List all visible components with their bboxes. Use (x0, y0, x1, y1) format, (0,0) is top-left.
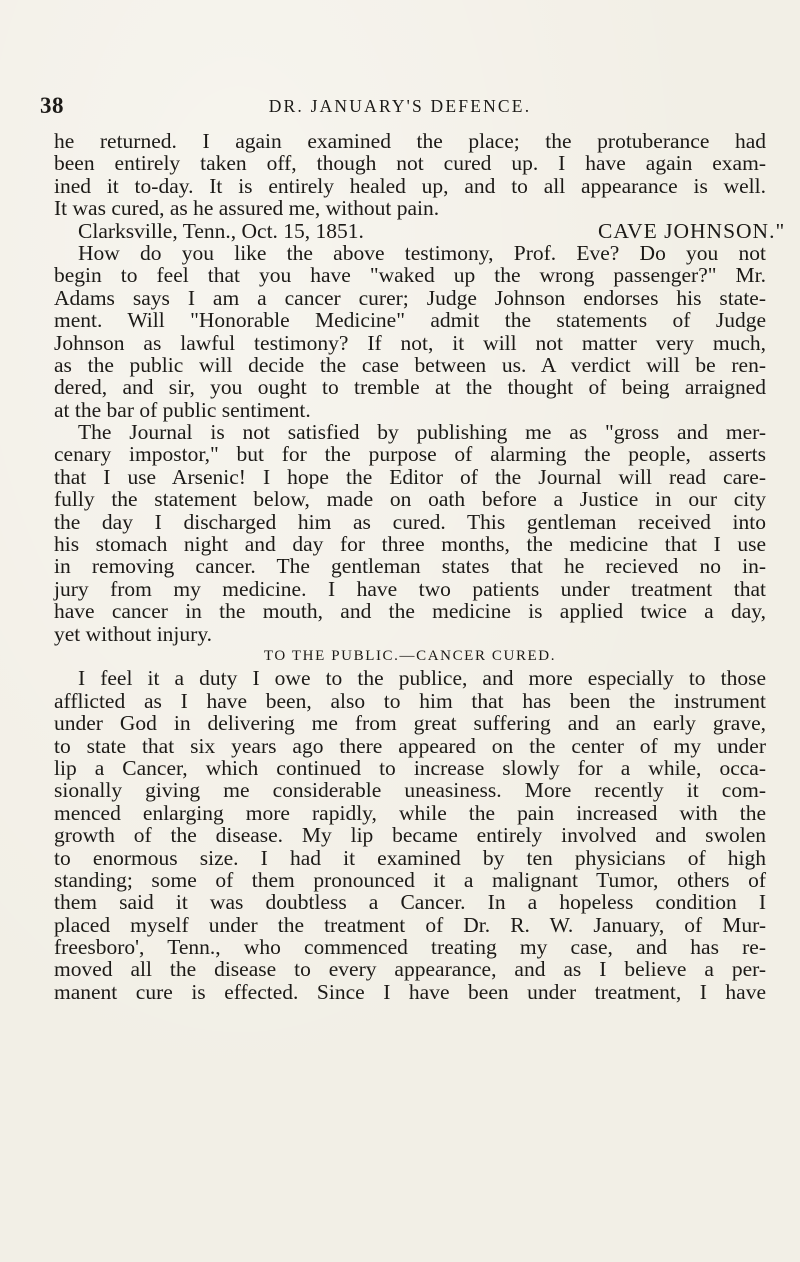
text-line: placed myself under the treatment of Dr. R. W. January, of Mur- (54, 912, 766, 937)
text-line: dered, and sir, you ought to tremble at the thought of being arraigned (54, 375, 766, 400)
text-line: menced enlarging more rapidly, while the pain increased with the (54, 800, 766, 825)
text-line: the day I discharged him as cured. This gentleman received into (54, 509, 766, 534)
text-line: The Journal is not satisfied by publishing me as "gross and mer- (78, 420, 766, 445)
text-line: fully the statement below, made on oath before a Justice in our city (54, 487, 766, 512)
signature-name: CAVE JOHNSON." (598, 218, 786, 243)
text-line: in removing cancer. The gentleman states that he recieved no in- (54, 554, 766, 579)
text-line: to state that six years ago there appeared on the center of my under (54, 733, 766, 758)
text-line: jury from my medicine. I have two patients under treatment that (54, 576, 766, 601)
text-line: Adams says I am a cancer curer; Judge Johnson endorses his state- (54, 285, 766, 310)
text-line: sionally giving me considerable uneasiness. More recently it com- (54, 778, 766, 803)
text-line: he returned. I again examined the place; the protuberance had (54, 129, 766, 153)
text-line: yet without injury. (54, 621, 213, 646)
text-line: his stomach night and day for three months, the medicine that I use (54, 532, 766, 557)
text-line: I feel it a duty I owe to the publice, and more especially to those (78, 666, 766, 691)
text-line: moved all the disease to every appearance, and as I believe a per- (54, 957, 766, 982)
text-line: ment. Will "Honorable Medicine" admit the statements of Judge (54, 308, 766, 333)
text-line: It was cured, as he assured me, without pain. (54, 196, 440, 221)
running-head: DR. JANUARY'S DEFENCE. (268, 96, 532, 116)
text-line: manent cure is effected. Since I have been under treatment, I have (54, 979, 766, 1004)
text-line: to enormous size. I had it examined by ten physicians of high (54, 845, 766, 870)
text-line: been entirely taken off, though not cured up. I have again exam- (54, 151, 766, 176)
text-line: as the public will decide the case between us. A verdict will be ren- (54, 352, 766, 377)
signature-place-date: Clarksville, Tenn., Oct. 15, 1851. (78, 218, 364, 243)
page-number: 38 (40, 93, 64, 118)
text-line: growth of the disease. My lip became entirely involved and swolen (54, 823, 766, 848)
text-line: Johnson as lawful testimony? If not, it will not matter very much, (54, 330, 766, 355)
text-line: begin to feel that you have "waked up the wrong passenger?" Mr. (54, 263, 766, 288)
signature-line (54, 218, 786, 243)
text-line: afflicted as I have been, also to him that has been the instrument (54, 688, 766, 713)
text-line: at the bar of public sentiment. (54, 397, 311, 422)
text-line: lip a Cancer, which continued to increase slowly for a while, occa- (54, 755, 766, 780)
text-line: them said it was doubtless a Cancer. In a hopeless condition I (54, 890, 766, 915)
text-line: standing; some of them pronounced it a malignant Tumor, others of (54, 867, 766, 892)
section-heading: TO THE PUBLIC.—CANCER CURED. (263, 647, 557, 664)
text-line: have cancer in the mouth, and the medicine is applied twice a day, (54, 599, 766, 624)
text-line: ined it to-day. It is entirely healed up, and to all appearance is well. (54, 173, 766, 198)
text-line: freesboro', Tenn., who commenced treating my case, and has re- (54, 935, 766, 960)
text-line: under God in delivering me from great suffering and an early grave, (54, 711, 766, 736)
text-line: How do you like the above testimony, Prof. Eve? Do you not (78, 240, 766, 265)
body-text (54, 129, 786, 1004)
page-header (40, 93, 760, 119)
text-line: that I use Arsenic! I hope the Editor of the Journal will read care- (54, 464, 766, 489)
text-line: cenary impostor," but for the purpose of alarming the people, asserts (54, 442, 766, 467)
